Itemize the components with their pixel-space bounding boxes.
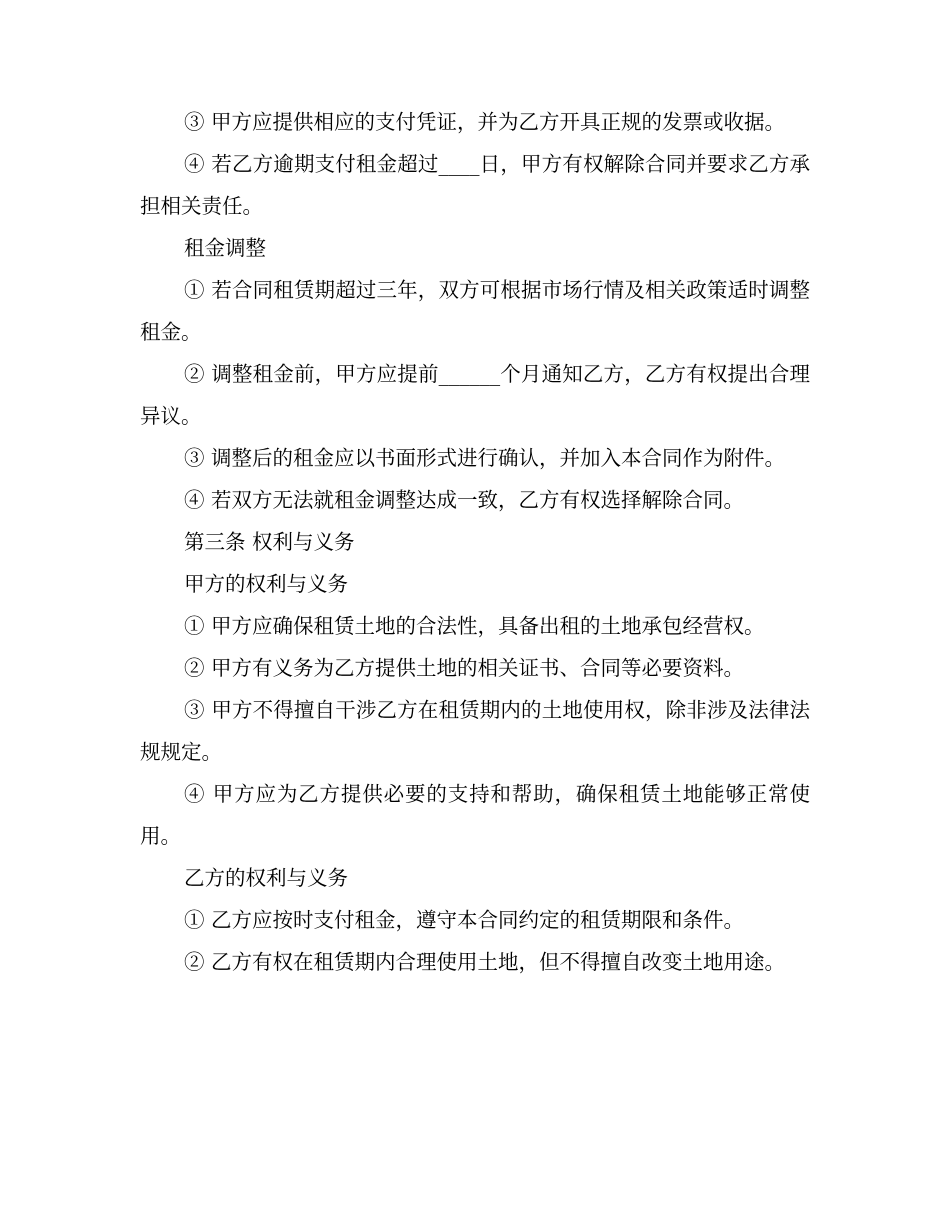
clause-b-land-use: ② 乙方有权在租赁期内合理使用土地，但不得擅自改变土地用途。	[184, 950, 786, 974]
document-body	[140, 101, 810, 983]
clause-a-legality: ① 甲方应确保租赁土地的合法性，具备出租的土地承包经营权。	[184, 614, 765, 638]
clause-adjust-written: ③ 调整后的租金应以书面形式进行确认，并加入本合同作为附件。	[184, 446, 786, 470]
section-heading-party-b: 乙方的权利与义务	[184, 866, 348, 890]
clause-adjust-term: ① 若合同租赁期超过三年，双方可根据市场行情及相关政策适时调整租金。	[140, 278, 810, 344]
clause-payment-receipt: ③ 甲方应提供相应的支付凭证，并为乙方开具正规的发票或收据。	[184, 110, 786, 134]
clause-a-support: ④ 甲方应为乙方提供必要的支持和帮助，确保租赁土地能够正常使用。	[140, 782, 810, 848]
clause-a-no-interference: ③ 甲方不得擅自干涉乙方在租赁期内的土地使用权，除非涉及法律法规规定。	[140, 698, 810, 764]
article-heading-rights-obligations: 第三条 权利与义务	[184, 530, 355, 554]
clause-overdue-rent: ④ 若乙方逾期支付租金超过____日，甲方有权解除合同并要求乙方承担相关责任。	[140, 152, 810, 218]
clause-adjust-termination: ④ 若双方无法就租金调整达成一致，乙方有权选择解除合同。	[184, 488, 745, 512]
clause-adjust-notice: ② 调整租金前，甲方应提前______个月通知乙方，乙方有权提出合理异议。	[140, 362, 810, 428]
clause-a-documents: ② 甲方有义务为乙方提供土地的相关证书、合同等必要资料。	[184, 656, 745, 680]
clause-b-pay-rent: ① 乙方应按时支付租金，遵守本合同约定的租赁期限和条件。	[184, 908, 745, 932]
section-heading-rent-adjustment: 租金调整	[184, 236, 266, 260]
section-heading-party-a: 甲方的权利与义务	[184, 572, 348, 596]
